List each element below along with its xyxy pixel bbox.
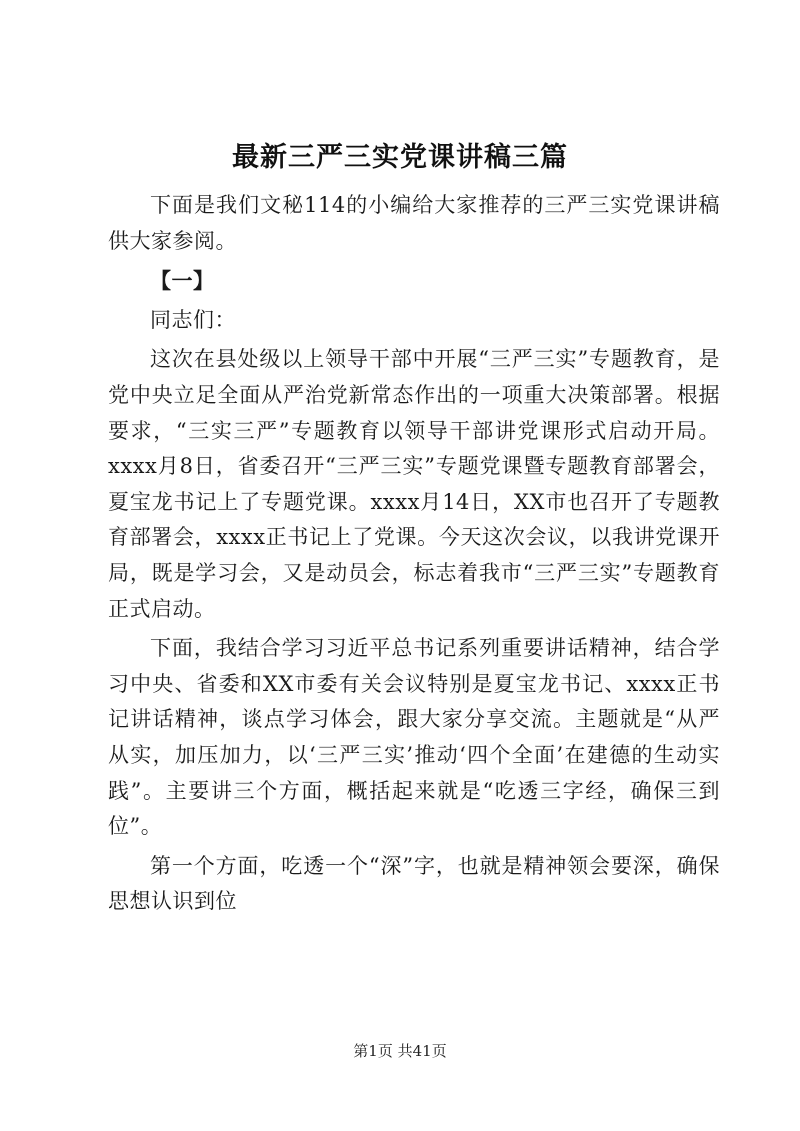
body-paragraph: 这次在县处级以上领导干部中开展“三严三实”专题教育，是党中央立足全面从严治党新常态作出的一项重大决策部署。根据要求，“三实三严”专题教育以领导干部讲党课形式启动开局。xxxx月8日，省委召开“三严三实”专题党课暨专题教育部署会，夏宝龙书记上了专题党课。xxxx月14日，XX市也召开了专题教育部署会，xxxx正书记上了党课。今天这次会议，以我讲党课开局，既是学习会，又是动员会，标志着我市“三严三实”专题教育正式启动。 — [108, 347, 720, 621]
intro-paragraph: 下面是我们文秘114的小编给大家推荐的三严三实党课讲稿供大家参阅。 — [108, 193, 720, 253]
section-marker: 【一】 — [150, 268, 215, 294]
page-number: 第1页 共41页 — [353, 1042, 447, 1060]
section-heading-paragraph: 第一个方面，吃透一个“深”字，也就是精神领会要深，确保思想认识到位 — [108, 853, 720, 914]
document-body — [108, 188, 720, 920]
salutation: 同志们： — [150, 307, 236, 332]
body-paragraph: 下面，我结合学习习近平总书记系列重要讲话精神，结合学习中央、省委和XX市委有关会议特别是夏宝龙书记、xxxx正书记讲话精神，谈点学习体会，跟大家分享交流。主题就是“从严从实，加压加力，以‘三严三实’推动‘四个全面’在建德的生动实践”。主要讲三个方面，概括起来就是“吃透三字经，确保三到位”。 — [108, 636, 720, 839]
document-title: 最新三严三实党课讲稿三篇 — [232, 142, 568, 173]
